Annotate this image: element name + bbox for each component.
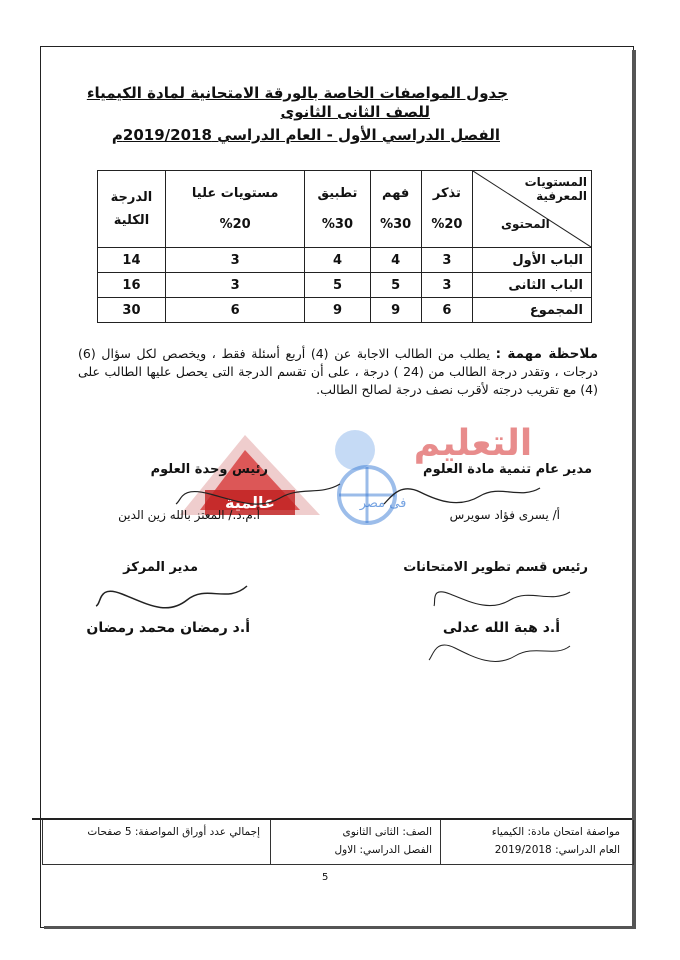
table-cell: 4 [370, 248, 421, 273]
table-cell: 3 [421, 248, 472, 273]
table-cell: 6 [165, 298, 304, 323]
sig-center-name: أ.د رمضان محمد رمضان [86, 620, 250, 636]
footer-term: الفصل الدراسي: الاول [334, 844, 432, 856]
table-cell: 30 [98, 298, 166, 323]
footer-grade: الصف: الثانى الثانوى [342, 826, 432, 838]
frame-shadow-bottom [44, 926, 636, 929]
note-label: ملاحظة مهمة : [495, 346, 598, 362]
table-cell: 16 [98, 273, 166, 298]
doc-title: جدول المواصفات الخاصة بالورقة الامتحانية لمادة الكيمياء [86, 84, 508, 102]
table-cell: 3 [165, 248, 304, 273]
page-number: 5 [322, 872, 329, 883]
note-text: يطلب من الطالب الاجابة عن (4) أربع أسئلة فقط ، ويخصص لكل سؤال (6) درجات ، وتقدر درجة الطالب من (24 ) درجة ، على أن تقسم الدرجة التى يحصل عليها الطالب على (4) مع تقريب درجته لأقرب نصف درجة لصالح الطالب. [78, 346, 598, 397]
table-cell: 5 [370, 273, 421, 298]
table-cell: 3 [421, 273, 472, 298]
sig-sci-unit-title: رئيس وحدة العلوم [150, 462, 268, 477]
signature-scribble-2 [170, 478, 350, 508]
table-cell: 4 [305, 248, 370, 273]
signature-scribble-3 [430, 582, 580, 612]
table-cell: 9 [370, 298, 421, 323]
footer-subject: مواصفة امتحان مادة: الكيمياء [491, 826, 620, 838]
row-label: المجموع [473, 298, 592, 323]
corner-content-label: المحتوى [501, 217, 550, 231]
row-label: الباب الثانى [473, 273, 592, 298]
doc-subtitle-grade: للصف الثانى الثانوى [280, 103, 430, 121]
signature-scribble-4 [92, 580, 252, 610]
watermark-left-text: عالمية [225, 493, 275, 512]
table-cell: 9 [305, 298, 370, 323]
corner-levels-label: المستويات المعرفية [524, 175, 587, 203]
footer-separator [440, 820, 441, 864]
sig-sci-unit-name: أ.م.د./ المعتز بالله زين الدين [118, 508, 260, 522]
col-header-total: الدرجة الكلية [98, 171, 166, 248]
table-cell: 3 [165, 273, 304, 298]
frame-shadow-right [632, 50, 636, 928]
signature-scribble-1 [380, 480, 550, 510]
sig-exam-dev-title: رئيس قسم تطوير الامتحانات [403, 560, 588, 575]
doc-subtitle-term: الفصل الدراسي الأول - العام الدراسي 2019/2018م [111, 126, 500, 144]
sig-sci-general-title: مدير عام تنمية مادة العلوم [423, 462, 592, 477]
table-corner-cell [473, 171, 592, 248]
signature-date-scribble [425, 638, 575, 664]
col-header-higher: مستويات عليا %20 [165, 171, 304, 248]
important-note [78, 345, 598, 399]
watermark-right-sub: فى مصر [359, 496, 407, 511]
table-cell: 5 [305, 273, 370, 298]
sig-sci-general-name: أ/ يسرى فؤاد سويرس [449, 508, 560, 522]
table-row [98, 273, 592, 298]
table-row [98, 248, 592, 273]
col-header-apply: تطبيق %30 [305, 171, 370, 248]
sig-center-title: مدير المركز [123, 560, 198, 575]
col-header-recall: تذكر %20 [421, 171, 472, 248]
table-header-row [98, 171, 592, 248]
watermark-right-text: التعليم [413, 423, 533, 464]
table-row-total [98, 298, 592, 323]
table-cell: 6 [421, 298, 472, 323]
table-cell: 14 [98, 248, 166, 273]
footer-separator [270, 820, 271, 864]
row-label: الباب الأول [473, 248, 592, 273]
sig-exam-dev-name: أ.د هبة الله عدلى [442, 620, 560, 636]
footer-pages: إجمالي عدد أوراق المواصفة: 5 صفحات [87, 826, 260, 838]
footer-year: العام الدراسي: 2019/2018 [494, 844, 620, 856]
col-header-understand: فهم %30 [370, 171, 421, 248]
spec-table [97, 170, 592, 323]
